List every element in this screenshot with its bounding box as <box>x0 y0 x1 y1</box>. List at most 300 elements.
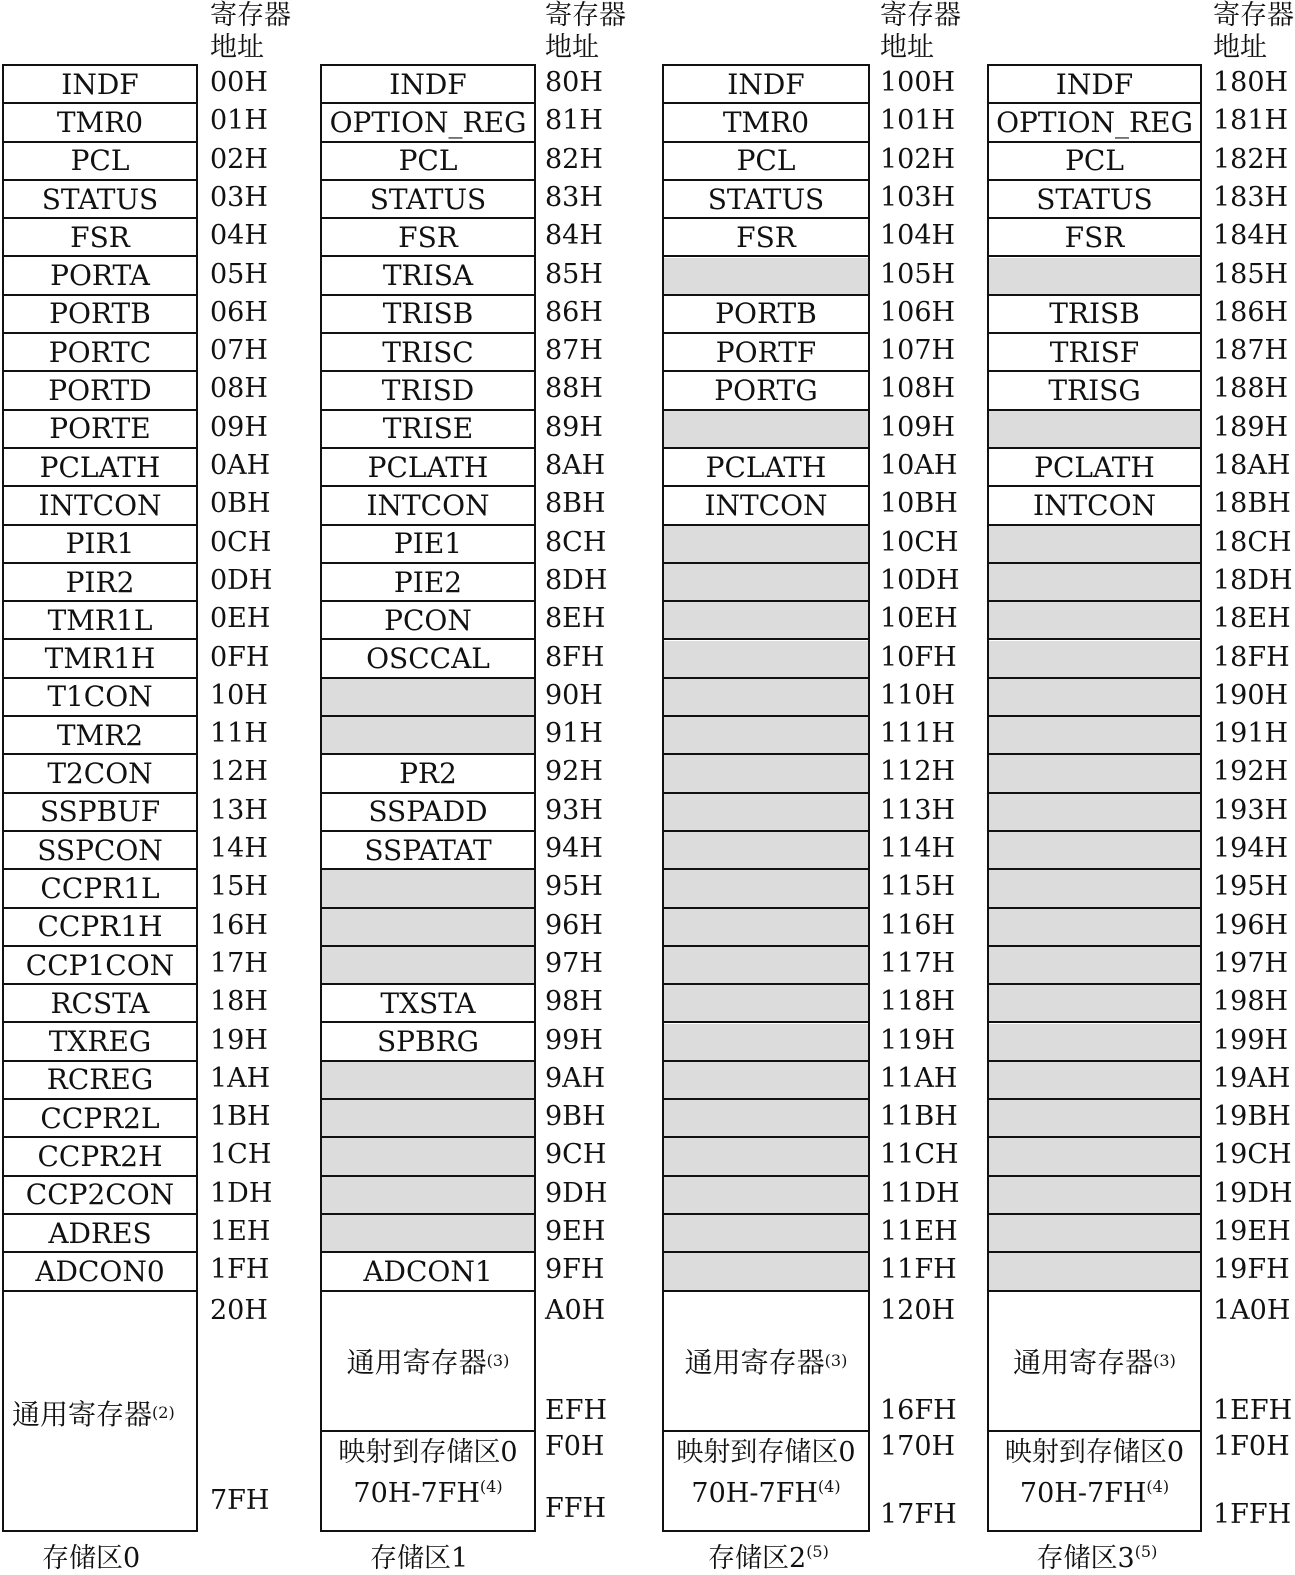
unimplemented-cell <box>322 1177 534 1215</box>
register-address: 102H <box>880 143 956 175</box>
register-address: 105H <box>880 258 956 290</box>
register-address: 1BH <box>210 1101 271 1133</box>
register-cell: INDF <box>989 66 1200 104</box>
register-address: 187H <box>1213 335 1289 367</box>
register-address: 191H <box>1213 718 1289 750</box>
register-address: 188H <box>1213 373 1289 405</box>
register-cell: PORTB <box>664 296 868 334</box>
register-address: 97H <box>545 947 603 979</box>
register-cell: PCLATH <box>4 449 196 487</box>
register-address: 119H <box>880 1024 956 1056</box>
register-address: 10EH <box>880 603 958 635</box>
unimplemented-cell <box>664 1177 868 1215</box>
bank-name-footnote: (5) <box>806 1542 829 1561</box>
unimplemented-cell <box>664 947 868 985</box>
register-address: 11CH <box>880 1139 959 1171</box>
register-address: 1DH <box>210 1177 273 1209</box>
register-address: 9DH <box>545 1177 608 1209</box>
unimplemented-cell <box>989 870 1200 908</box>
general-purpose-registers <box>664 1292 868 1432</box>
register-cell: PORTG <box>664 372 868 410</box>
register-address: 9FH <box>545 1254 605 1286</box>
mapped-to-bank0-region <box>322 1432 534 1534</box>
register-cell: SSPCON <box>4 832 196 870</box>
register-address: 1CH <box>210 1139 272 1171</box>
gpr-start-address: A0H <box>545 1294 606 1326</box>
register-cell: INDF <box>664 66 868 104</box>
register-address: 113H <box>880 794 956 826</box>
map-start-address: 1F0H <box>1213 1431 1290 1462</box>
register-cell: PCLATH <box>989 449 1200 487</box>
register-address: 17H <box>210 947 268 979</box>
header-line-2: 地址 <box>1213 32 1267 63</box>
mapped-line-2 <box>664 1470 868 1511</box>
register-address: 8AH <box>545 450 606 481</box>
unimplemented-cell <box>989 985 1200 1023</box>
register-address: 10H <box>210 679 268 711</box>
gpr-end-address: 16FH <box>880 1395 957 1426</box>
unimplemented-cell <box>989 755 1200 793</box>
register-cell: CCPR2L <box>4 1100 196 1138</box>
register-address: 11H <box>210 718 268 750</box>
register-address: 92H <box>545 756 603 788</box>
register-address: 19EH <box>1213 1216 1291 1247</box>
gpr-footnote: (3) <box>1153 1351 1176 1371</box>
register-cell: TRISB <box>322 296 534 334</box>
unimplemented-cell <box>989 1100 1200 1138</box>
register-address: 1FH <box>210 1254 270 1286</box>
mapped-footnote: (4) <box>479 1477 503 1496</box>
register-cell: PORTC <box>4 334 196 372</box>
register-cell: FSR <box>664 219 868 257</box>
unimplemented-cell <box>989 602 1200 640</box>
register-cell: CCPR1L <box>4 870 196 908</box>
unimplemented-cell <box>664 1138 868 1176</box>
register-address: 182H <box>1213 143 1289 175</box>
register-address: 82H <box>545 143 603 175</box>
register-cell: INTCON <box>4 487 196 525</box>
unimplemented-cell <box>664 717 868 755</box>
register-address: 193H <box>1213 794 1289 826</box>
mapped-range: 70H-7FH <box>1019 1478 1147 1509</box>
register-cell: ADCON1 <box>322 1253 534 1291</box>
register-address: 104H <box>880 220 956 252</box>
unimplemented-cell <box>989 641 1200 679</box>
gpr-label: 通用寄存器 <box>346 1345 487 1379</box>
register-cell: TMR0 <box>4 104 196 142</box>
register-cell: TRISF <box>989 334 1200 372</box>
map-end-address: 1FFH <box>1213 1499 1292 1530</box>
register-address: 183H <box>1213 181 1289 213</box>
bank-column <box>2 64 198 1532</box>
unimplemented-cell <box>989 794 1200 832</box>
unimplemented-cell <box>989 1024 1200 1062</box>
register-cell: CCPR2H <box>4 1138 196 1176</box>
unimplemented-cell <box>989 564 1200 602</box>
register-address: 8CH <box>545 526 607 558</box>
bank-name-text: 存储区1 <box>370 1543 469 1574</box>
register-cell: CCP2CON <box>4 1177 196 1215</box>
unimplemented-cell <box>664 985 868 1023</box>
bank-column <box>662 64 870 1532</box>
mapped-range: 70H-7FH <box>691 1478 818 1509</box>
register-address: 8DH <box>545 564 608 596</box>
register-address: 01H <box>210 105 268 137</box>
register-cell: PORTD <box>4 372 196 410</box>
register-cell: SSPADD <box>322 794 534 832</box>
register-address: 184H <box>1213 220 1289 252</box>
register-address: 91H <box>545 718 603 750</box>
unimplemented-cell <box>664 679 868 717</box>
register-cell: TRISG <box>989 372 1200 410</box>
register-cell: PCL <box>322 143 534 181</box>
bank-name <box>1037 1536 1158 1575</box>
register-address: 09H <box>210 411 268 443</box>
register-address: 186H <box>1213 296 1289 328</box>
register-address: 9AH <box>545 1062 606 1094</box>
register-cell: T2CON <box>4 755 196 793</box>
register-address: 15H <box>210 871 268 903</box>
mapped-to-bank0-region <box>989 1432 1200 1534</box>
register-address: 06H <box>210 296 268 328</box>
bank-name-text: 存储区2 <box>708 1543 807 1574</box>
register-address: 10DH <box>880 564 960 596</box>
gpr-start-address: 120H <box>880 1294 956 1326</box>
register-address: 19H <box>210 1024 268 1056</box>
bank-column <box>320 64 536 1532</box>
bank-name-footnote: (5) <box>1134 1542 1158 1561</box>
register-address: 0AH <box>210 450 271 481</box>
register-address: 106H <box>880 296 956 328</box>
register-address: 190H <box>1213 679 1289 711</box>
register-cell: PORTB <box>4 296 196 334</box>
unimplemented-cell <box>664 909 868 947</box>
address-column-header <box>545 0 626 64</box>
register-address: 18DH <box>1213 564 1293 596</box>
mapped-line-1: 映射到存储区0 <box>338 1437 518 1468</box>
bank-column <box>987 64 1202 1532</box>
register-cell: PIE1 <box>322 526 534 564</box>
address-column-header <box>880 0 961 64</box>
register-address: 03H <box>210 181 268 213</box>
mapped-footnote: (4) <box>817 1477 841 1496</box>
register-address: 19FH <box>1213 1254 1290 1286</box>
register-address: 96H <box>545 909 603 941</box>
unimplemented-cell <box>989 1177 1200 1215</box>
bank-name <box>42 1536 140 1575</box>
mapped-footnote: (4) <box>1146 1477 1170 1496</box>
header-line-1: 寄存器 <box>210 0 291 31</box>
map-end-address: 17FH <box>880 1499 957 1530</box>
register-address: 196H <box>1213 909 1289 941</box>
register-address: 08H <box>210 373 268 405</box>
register-address: 10BH <box>880 488 958 520</box>
register-cell: T1CON <box>4 679 196 717</box>
map-end-address: FFH <box>545 1493 607 1524</box>
register-address: 114H <box>880 833 956 864</box>
register-cell: INDF <box>322 66 534 104</box>
unimplemented-cell <box>989 947 1200 985</box>
unimplemented-cell <box>989 258 1200 296</box>
register-address: 85H <box>545 258 603 290</box>
register-address: 98H <box>545 986 603 1018</box>
register-address: 19DH <box>1213 1177 1293 1209</box>
register-address: 101H <box>880 105 956 137</box>
register-cell: INTCON <box>322 487 534 525</box>
register-cell: PIR1 <box>4 526 196 564</box>
unimplemented-cell <box>664 1215 868 1253</box>
register-address: 9BH <box>545 1101 606 1133</box>
register-address: 110H <box>880 679 956 711</box>
gpr-start-address: 20H <box>210 1294 268 1326</box>
unimplemented-cell <box>664 870 868 908</box>
register-address: 18H <box>210 986 268 1018</box>
register-cell: SSPBUF <box>4 794 196 832</box>
register-address: 18CH <box>1213 526 1292 558</box>
unimplemented-cell <box>989 717 1200 755</box>
register-address: 04H <box>210 220 268 252</box>
register-address: 185H <box>1213 258 1289 290</box>
address-column-header <box>1213 0 1294 64</box>
register-address: 112H <box>880 756 956 788</box>
register-cell: SSPATAT <box>322 832 534 870</box>
register-cell: OSCCAL <box>322 641 534 679</box>
header-line-1: 寄存器 <box>545 0 626 31</box>
gpr-footnote: (3) <box>486 1351 510 1371</box>
register-address: 117H <box>880 947 956 979</box>
register-cell: PR2 <box>322 755 534 793</box>
register-cell: RCSTA <box>4 985 196 1023</box>
unimplemented-cell <box>322 679 534 717</box>
register-address: 0EH <box>210 603 271 635</box>
unimplemented-cell <box>664 1024 868 1062</box>
map-start-address: 170H <box>880 1431 956 1462</box>
register-address: 109H <box>880 411 956 443</box>
register-address: 18BH <box>1213 488 1291 520</box>
register-address: 1AH <box>210 1062 271 1094</box>
unimplemented-cell <box>989 909 1200 947</box>
register-address: 86H <box>545 296 603 328</box>
register-address: 10CH <box>880 526 959 558</box>
register-address: 94H <box>545 833 603 864</box>
unimplemented-cell <box>664 832 868 870</box>
gpr-footnote: (3) <box>824 1351 848 1371</box>
register-address: 00H <box>210 67 268 98</box>
gpr-start-address: 1A0H <box>1213 1294 1291 1326</box>
register-cell: TMR2 <box>4 717 196 755</box>
gpr-label: 通用寄存器 <box>1013 1345 1154 1379</box>
register-address: 9CH <box>545 1139 607 1171</box>
unimplemented-cell <box>989 1062 1200 1100</box>
register-address: 9EH <box>545 1216 606 1247</box>
unimplemented-cell <box>322 1215 534 1253</box>
register-address: 83H <box>545 181 603 213</box>
bank-name-text: 存储区0 <box>42 1543 141 1574</box>
register-cell: PCON <box>322 602 534 640</box>
register-address: 11FH <box>880 1254 957 1286</box>
register-cell: STATUS <box>322 181 534 219</box>
unimplemented-cell <box>664 258 868 296</box>
register-address: 195H <box>1213 871 1289 903</box>
mapped-range: 70H-7FH <box>353 1478 480 1509</box>
register-address: 8FH <box>545 641 605 673</box>
gpr-label: 通用寄存器 <box>684 1345 825 1379</box>
register-cell: SPBRG <box>322 1024 534 1062</box>
register-cell: TRISC <box>322 334 534 372</box>
register-cell: PORTE <box>4 411 196 449</box>
unimplemented-cell <box>989 411 1200 449</box>
unimplemented-cell <box>664 526 868 564</box>
gpr-end-address: EFH <box>545 1395 607 1426</box>
unimplemented-cell <box>322 870 534 908</box>
register-address: 197H <box>1213 947 1289 979</box>
register-address: 8EH <box>545 603 606 635</box>
register-cell: TRISD <box>322 372 534 410</box>
register-address: 0BH <box>210 488 271 520</box>
register-cell: CCP1CON <box>4 947 196 985</box>
register-address: 14H <box>210 833 268 864</box>
register-address: 89H <box>545 411 603 443</box>
register-address: 19BH <box>1213 1101 1291 1133</box>
register-cell: TMR0 <box>664 104 868 142</box>
unimplemented-cell <box>989 1253 1200 1291</box>
register-address: 13H <box>210 794 268 826</box>
register-address: 18EH <box>1213 603 1291 635</box>
register-address: 1EH <box>210 1216 271 1247</box>
register-address: 108H <box>880 373 956 405</box>
mapped-line-2 <box>989 1470 1200 1511</box>
register-cell: PCL <box>664 143 868 181</box>
unimplemented-cell <box>664 1062 868 1100</box>
register-address: 12H <box>210 756 268 788</box>
register-cell: INTCON <box>664 487 868 525</box>
register-cell: STATUS <box>989 181 1200 219</box>
mapped-line-1: 映射到存储区0 <box>676 1437 856 1468</box>
unimplemented-cell <box>989 1215 1200 1253</box>
register-address: 11AH <box>880 1062 958 1094</box>
register-address: 199H <box>1213 1024 1289 1056</box>
register-address: 02H <box>210 143 268 175</box>
register-address: 88H <box>545 373 603 405</box>
register-cell: PCLATH <box>322 449 534 487</box>
register-address: 107H <box>880 335 956 367</box>
unimplemented-cell <box>322 909 534 947</box>
map-start-address: F0H <box>545 1431 605 1462</box>
register-address: 11EH <box>880 1216 958 1247</box>
register-address: 115H <box>880 871 956 903</box>
register-address: 198H <box>1213 986 1289 1018</box>
register-cell: CCPR1H <box>4 909 196 947</box>
register-address: 181H <box>1213 105 1289 137</box>
unimplemented-cell <box>664 602 868 640</box>
register-address: 16H <box>210 909 268 941</box>
gpr-end-address: 7FH <box>210 1485 270 1516</box>
unimplemented-cell <box>322 947 534 985</box>
unimplemented-cell <box>322 1062 534 1100</box>
unimplemented-cell <box>664 755 868 793</box>
register-address: 180H <box>1213 67 1289 98</box>
address-column-header <box>210 0 291 64</box>
register-address: 19CH <box>1213 1139 1292 1171</box>
register-address: 118H <box>880 986 956 1018</box>
register-cell: PIR2 <box>4 564 196 602</box>
unimplemented-cell <box>664 641 868 679</box>
header-line-1: 寄存器 <box>880 0 961 31</box>
register-address: 11DH <box>880 1177 960 1209</box>
register-cell: PCL <box>989 143 1200 181</box>
unimplemented-cell <box>322 1100 534 1138</box>
register-address: 0CH <box>210 526 272 558</box>
register-cell: ADRES <box>4 1215 196 1253</box>
register-address: 87H <box>545 335 603 367</box>
unimplemented-cell <box>664 411 868 449</box>
register-address: 11BH <box>880 1101 958 1133</box>
register-address: 194H <box>1213 833 1289 864</box>
register-address: 93H <box>545 794 603 826</box>
unimplemented-cell <box>989 679 1200 717</box>
mapped-line-1: 映射到存储区0 <box>1004 1437 1185 1468</box>
register-address: 189H <box>1213 411 1289 443</box>
register-address: 19AH <box>1213 1062 1291 1094</box>
register-cell: INTCON <box>989 487 1200 525</box>
mapped-line-2 <box>322 1470 534 1511</box>
register-cell: OPTION_REG <box>989 104 1200 142</box>
register-cell: OPTION_REG <box>322 104 534 142</box>
register-address: 95H <box>545 871 603 903</box>
header-line-1: 寄存器 <box>1213 0 1294 31</box>
unimplemented-cell <box>664 1100 868 1138</box>
register-cell: STATUS <box>4 181 196 219</box>
gpr-label: 通用寄存器 <box>12 1397 153 1431</box>
register-cell: PIE2 <box>322 564 534 602</box>
register-address: 0FH <box>210 641 270 673</box>
register-address: 111H <box>880 718 956 750</box>
general-purpose-registers <box>4 1292 196 1534</box>
register-cell: TMR1L <box>4 602 196 640</box>
general-purpose-registers <box>322 1292 534 1432</box>
header-line-2: 地址 <box>545 32 599 63</box>
register-cell: TMR1H <box>4 641 196 679</box>
bank-name-text: 存储区3 <box>1036 1543 1135 1574</box>
register-address: 10AH <box>880 450 958 481</box>
register-address: 8BH <box>545 488 606 520</box>
register-cell: TXREG <box>4 1024 196 1062</box>
gpr-end-address: 1EFH <box>1213 1395 1293 1426</box>
register-cell: PORTA <box>4 258 196 296</box>
unimplemented-cell <box>664 564 868 602</box>
register-cell: INDF <box>4 66 196 104</box>
register-address: 103H <box>880 181 956 213</box>
register-cell: STATUS <box>664 181 868 219</box>
register-cell: FSR <box>322 219 534 257</box>
register-cell: TXSTA <box>322 985 534 1023</box>
mapped-to-bank0-region <box>664 1432 868 1534</box>
unimplemented-cell <box>322 717 534 755</box>
register-cell: RCREG <box>4 1062 196 1100</box>
register-cell: ADCON0 <box>4 1253 196 1291</box>
register-address: 116H <box>880 909 956 941</box>
gpr-footnote: (2) <box>152 1403 175 1423</box>
general-purpose-registers <box>989 1292 1200 1432</box>
register-cell: FSR <box>989 219 1200 257</box>
unimplemented-cell <box>989 832 1200 870</box>
register-address: 99H <box>545 1024 603 1056</box>
register-address: 90H <box>545 679 603 711</box>
register-address: 18AH <box>1213 450 1291 481</box>
register-address: 84H <box>545 220 603 252</box>
register-address: 18FH <box>1213 641 1290 673</box>
bank-name <box>370 1536 468 1575</box>
